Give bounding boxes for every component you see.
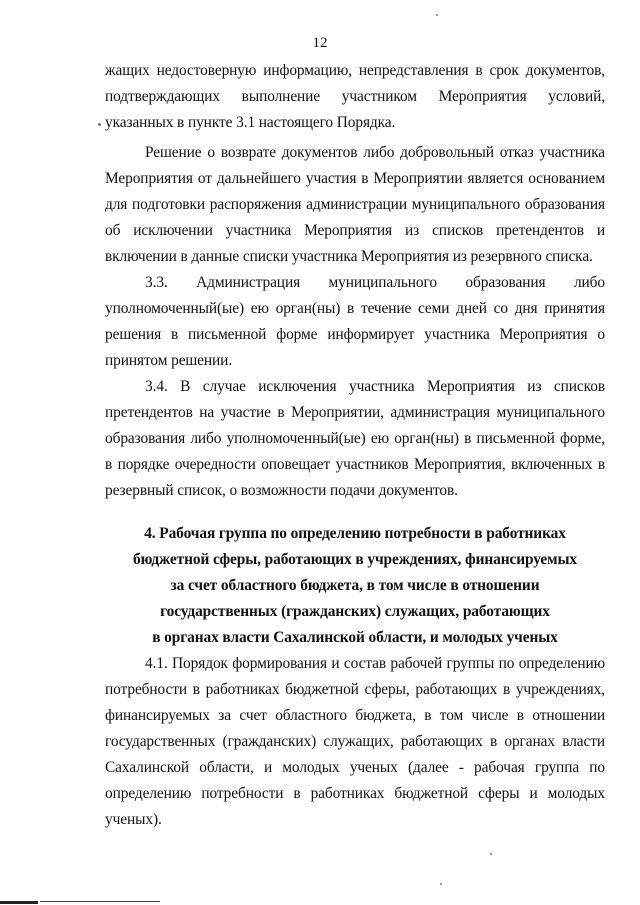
section-heading-line: в органах власти Сахалинской области, и молодых ученых <box>152 629 558 646</box>
section-heading-line: бюджетной сферы, работающих в учреждениях, финансируемых <box>132 551 578 568</box>
paragraph-3-3: 3.3. Администрация муниципального образования либо уполномоченный(ые) ею орган(ны) в течение семи дней со дня принятия решения в письменной форме информирует участника Мероприятия о принятом решении. <box>105 274 605 369</box>
scan-speck <box>490 853 492 855</box>
scan-speck <box>436 14 438 16</box>
scan-edge-mark <box>0 901 38 904</box>
scan-speck <box>440 883 442 885</box>
section-heading-line: 4. Рабочая группа по определению потребности в работниках <box>144 525 566 542</box>
scan-edge-line <box>40 901 160 902</box>
section-heading-line: за счет областного бюджета, в том числе в отношении <box>170 577 540 594</box>
body-text <box>105 58 605 833</box>
section-heading <box>105 521 605 651</box>
page-number: 12 <box>312 35 328 51</box>
paragraph-decision: Решение о возврате документов либо добровольный отказ участника Мероприятия от дальнейшего участия в Мероприятии является основанием для подготовки распоряжения администрации муниципального образования об исключении участника Мероприятия из списков претендентов и включении в данные списки участника Мероприятия из резервного списка. <box>105 144 605 265</box>
paragraph-continuation: жащих недостоверную информацию, непредставления в срок документов, подтверждающих выполнение участником Мероприятия условий, указанных в пункте 3.1 настоящего Порядка. <box>105 62 605 131</box>
section-heading-line: государственных (гражданских) служащих, работающих <box>160 603 550 620</box>
paragraph-4-1: 4.1. Порядок формирования и состав рабочей группы по определению потребности в работниках бюджетной сферы, работающих в учреждениях, финансируемых за счет областного бюджета, в том числе в отношении государственных (гражданских) служащих, работающих в органах власти Сахалинской области, и молодых ученых (далее - рабочая группа по определению потребности в работниках бюджетной сферы и молодых ученых). <box>105 655 605 828</box>
paragraph-3-4: 3.4. В случае исключения участника Мероприятия из списков претендентов на участие в Мероприятии, администрация муниципального образования либо уполномоченный(ые) ею орган(ны) в письменной форме, в порядке очередности оповещает участников Мероприятия, включенных в резервный список, о возможности подачи документов. <box>105 378 605 499</box>
scan-speck <box>98 123 101 126</box>
